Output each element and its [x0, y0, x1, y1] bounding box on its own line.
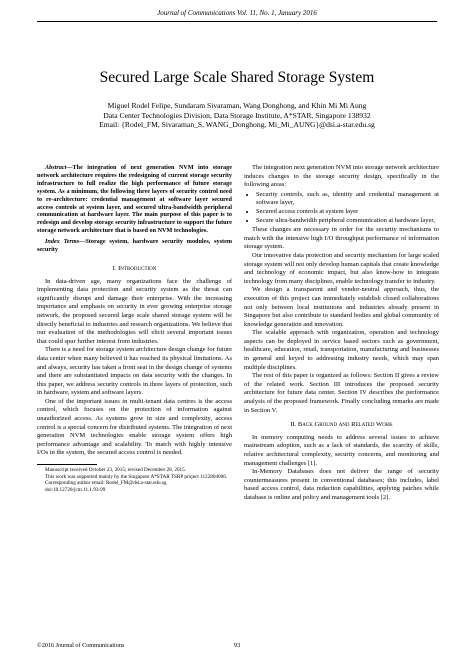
- email: Email: {Rodel_FM, Sivaraman_S, WANG_Donghong, Mi_Mi_AUNG}@dsi.a-star.edu.sg: [99, 120, 375, 129]
- abstract-label: Abstract: [45, 164, 67, 171]
- body-paragraph: The rest of this paper is organized as follows: Section II gives a review of the related work. Section III introduces the proposed security architecture for future data center. Section IV describes the performance analysis of the proposed framework. Finally concluding remarks are made in Section V.: [244, 372, 439, 414]
- list-item: • Security controls, such as, identity and credential management at software layer,: [256, 191, 439, 208]
- authors: Miguel Rodel Felipe, Sundaram Sivaraman, Wang Donghong, and Khin Mi Mi Aung: [107, 101, 367, 110]
- body-paragraph: Our innovative data protection and security mechanism for large scaled storage system will not only develop human capitals that create knowledge and technology of economic impact, but also know-how to integrate technology from many disciplines, enable technology transfer to industry.: [244, 251, 439, 285]
- body-paragraph: In memory computing needs to address several issues to achieve mainstream adoption, such as a lack of standards, the scarcity of skills, relative architectural complexity, security concerns, and monitoring and management challenges [1].: [244, 433, 439, 467]
- section-numeral: I.: [112, 264, 117, 272]
- abstract-text: —The integration of next generation NVM into storage network architecture requires the redesigning of current storage security infrastructure to full realize the high performance of future storage system. As a minimum, the following three layers of security control need to re-architecture: credential management at software layer secured access controls at system layer, and secured ultra-bandwidth peripheral communication at hardware layer. The main purpose of this paper is to redesign and develop storage security infrastructure to support the future storage network architecture that is based on NVM technologies.: [37, 164, 232, 235]
- body-paragraph: We design a transparent and vendor-neutral approach, thus, the execution of this project can immediately establish closed collaborations not only between local institutions and industries already present in Singapore but also contribute to standard bodies and global community of knowledge generation and innovation.: [244, 286, 439, 328]
- list-item: • Secured access controls at system layer: [256, 208, 439, 217]
- body-paragraph: The scalable approach with organization, operation and technology aspects can be deployed in service based sectors such as government, healthcare, education, retail, transportation, manufacturing and businesses in general and keyed to addressing industry needs, which may span multiple disciplines.: [244, 329, 439, 371]
- body-paragraph: The integration next generation NVM into storage network architecture induces changes to the storage security design, specifically in the following areas:: [244, 164, 439, 189]
- footnote: doi:10.12720/jcm.11.1.93-99: [45, 486, 106, 493]
- intro-paragraph: In data-driven age, many organizations face the challenge of implementing data protection and security system as the threat can significantly disrupt and damage their enterprise. With the increasing importance and emphasis on security in ever growing enterprise storage network, the proposed secured large scale shared storage system will be directly beneficial to industries and research organizations. We believe that our evaluation of the methodologies will elicit several important issues that could spur further interest from industries.: [37, 277, 232, 345]
- intro-paragraph: There is a need for storage system architecture design change for future data center when many believed it has reached its physical limitations. As and always, security has taken a front seat in the design change of systems and there are substantiated impacts on data security with the changes. In this paper, we address security controls in three layers of protection, such in hardware, system and software layers.: [37, 346, 232, 397]
- journal-header: Journal of Communications Vol. 11, No. 1, January 2016: [157, 9, 317, 17]
- section-heading-background: [244, 421, 439, 430]
- section-heading-introduction: [37, 265, 232, 274]
- author-block: [0, 101, 474, 130]
- footnotes: [37, 467, 232, 493]
- list-item: • Secure ultra-bandwidth peripheral communication at hardware layer,: [256, 217, 439, 226]
- header-rule: [37, 21, 437, 22]
- footnote: Corresponding author email: Rodel_FM@dsi.a-star.edu.sg: [45, 480, 167, 487]
- right-column: [244, 164, 439, 503]
- footnote-rule: [37, 464, 97, 465]
- affiliation: Data Center Technologies Division, Data Storage Institute, A*STAR, Singapore 138932: [103, 110, 371, 120]
- abstract: [37, 164, 232, 235]
- index-terms-text: —Storage system, hardware security modules, system security: [37, 238, 232, 254]
- body-paragraph: These changes are necessary in order for the security mechanisms to match with the intensive high I/O throughput performance of information storage system.: [244, 226, 439, 251]
- index-terms-label: Index Terms: [45, 238, 80, 246]
- copyright: ©2016 Journal of Communications: [37, 642, 125, 649]
- left-column: [37, 164, 232, 493]
- body-paragraph: In-Memory Databases does not deliver the range of security countermeasures present in conventional databases; this includes, label based access control, data redaction capabilities, applying patches while database is online and policy and management tools [2].: [244, 468, 439, 501]
- bullet-list: [244, 191, 439, 225]
- page-number: 93: [233, 642, 241, 649]
- section-title: Introduction: [118, 264, 157, 272]
- intro-paragraph: One of the important issues in multi-tenant data centres is the access control, which focuses on the protection of information against unauthorized access. As systems grow in size and complexity, access control is a special concern for distributed systems. The integration of next generation NVM technologies enable storage system offers high performance advantage and scalability. To match with highly intensive I/Os in the system, the secured access control is needed.: [37, 397, 232, 457]
- footnote: This work was supported mainly by the Singapore A*STAR TSRP project 1122804006.: [45, 473, 228, 480]
- section-title: Back Ground and Related Work: [297, 421, 393, 429]
- footnote: Manuscript received October 23, 2015; revised December 28, 2015.: [45, 467, 187, 474]
- index-terms: [37, 238, 232, 254]
- paper-title: Secured Large Scale Shared Storage System: [99, 69, 375, 86]
- section-numeral: II.: [290, 421, 297, 429]
